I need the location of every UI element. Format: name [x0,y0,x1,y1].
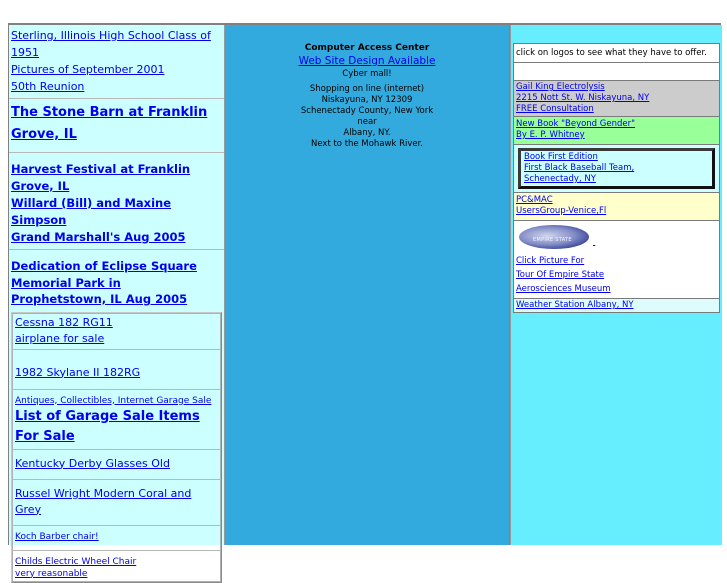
wheelchair-cell [12,551,221,582]
pcmac-line-2: UsersGroup-Venice,Fl [516,206,607,216]
wheelchair-line-2: very reasonable [15,568,88,579]
cessna-line-2: airplane for sale [15,331,105,345]
garage-items-line-1: List of Garage Sale Items [15,408,200,424]
koch-barber-chair-link[interactable]: Koch Barber chair! [15,531,99,542]
aero-line-3: Aerosciences Museum [516,284,611,294]
info-line: near [357,117,377,127]
eclipse-line-1: Dedication of Eclipse Square [11,259,197,273]
garage-items-line-2: For Sale [15,428,75,444]
pcmac-line-1: PC&MAC [516,195,553,205]
reunion-cell [9,25,224,99]
baseball-line-2: First Black Baseball Team, [524,163,635,173]
cessna-cell [12,313,221,350]
reunion-line-3: 50th Reunion [11,80,85,93]
harvest-line-1: Harvest Festival at Franklin Grove, IL [11,162,191,193]
electrolysis-cell [514,81,719,116]
web-design-link[interactable]: Web Site Design Available [298,55,436,67]
eclipse-square-link[interactable] [11,259,197,306]
reunion-line-2: Pictures of September 2001 [11,63,165,76]
derby-cell [12,450,221,480]
logo-link-underscore[interactable] [593,235,595,249]
left-column [9,25,225,579]
reunion-line-1: Sterling, Illinois High School Class of 1951 [11,29,211,59]
pcmac-link[interactable] [516,195,606,216]
eclipse-cell [9,250,224,311]
aero-line-1: Click Picture For [516,256,585,266]
book-line-2: By E. P. Whitney [516,130,585,140]
blank-cell [514,63,719,80]
electrolysis-line-2: 2215 Nott St. W. Niskayuna, NY [516,93,650,103]
computer-access-center-info [225,25,509,150]
eclipse-line-2: Memorial Park in [11,275,121,290]
eclipse-line-3: Prophetstown, IL Aug 2005 [11,292,188,306]
skylane-cell [12,350,221,390]
beyond-gender-link[interactable] [516,119,635,140]
pcmac-cell [514,193,719,220]
info-line: Cyber mall! [342,69,392,79]
garage-sale-cell [12,390,221,450]
info-line: Albany, NY. [343,128,391,138]
electrolysis-line-1: Gail King Electrolysis [516,82,605,92]
reunion-link[interactable] [11,29,211,93]
sponsor-table [513,43,720,313]
weather-station-link[interactable]: Weather Station Albany, NY [516,300,634,310]
baseball-book-cell [514,145,719,192]
harvest-festival-link[interactable] [11,162,190,244]
cessna-link[interactable] [15,316,113,345]
aero-line-2: Tour Of Empire State [516,270,605,280]
skylane-link[interactable]: 1982 Skylane II 182RG [15,365,141,379]
baseball-line-1: Book First Edition [524,152,598,162]
right-column [510,25,722,545]
info-line: Next to the Mohawk River. [310,139,424,149]
aerosciences-cell [514,221,719,298]
book-line-1: New Book "Beyond Gender" [516,119,636,129]
info-line: Schenectady County, New York [300,106,434,116]
harvest-line-3: Grand Marshall's Aug 2005 [11,230,186,244]
weather-cell [514,299,719,312]
wheelchair-line-1: Childs Electric Wheel Chair [15,556,137,567]
stone-barn-cell [9,99,224,153]
koch-cell [12,526,221,551]
empire-state-logo-image[interactable] [519,225,589,249]
info-line: Niskayuna, NY 12309 [321,95,413,105]
logo-text: EMPIRE STATE [533,237,572,243]
for-sale-box [11,312,222,583]
wheelchair-link[interactable] [15,557,136,579]
center-title: Computer Access Center [304,43,430,53]
derby-glasses-link[interactable]: Kentucky Derby Glasses Old [15,456,170,470]
aerosciences-museum-link[interactable] [516,256,611,294]
harvest-line-2: Willard (Bill) and Maxine Simpson [11,196,172,227]
book-cell [514,117,719,144]
baseball-line-3: Schenectady, NY [524,174,596,184]
garage-sale-link[interactable]: Antiques, Collectibles, Internet Garage Sale [15,395,212,406]
russel-cell [12,480,221,526]
stone-barn-link[interactable]: The Stone Barn at Franklin Grove, IL [11,105,208,142]
garage-sale-items-link[interactable] [15,407,218,447]
electrolysis-line-3: FREE Consultation [516,104,594,114]
logos-note: click on logos to see what they have to offer. [514,44,719,62]
russel-wright-link[interactable]: Russel Wright Modern Coral and Grey [15,486,192,516]
info-line: Shopping on line (internet) [309,84,425,94]
baseball-book-box [518,148,715,189]
middle-column [225,25,509,545]
cessna-line-1: Cessna 182 RG11 [15,315,113,329]
electrolysis-link[interactable] [516,82,649,114]
harvest-cell [9,153,224,250]
baseball-book-link[interactable] [524,152,634,184]
